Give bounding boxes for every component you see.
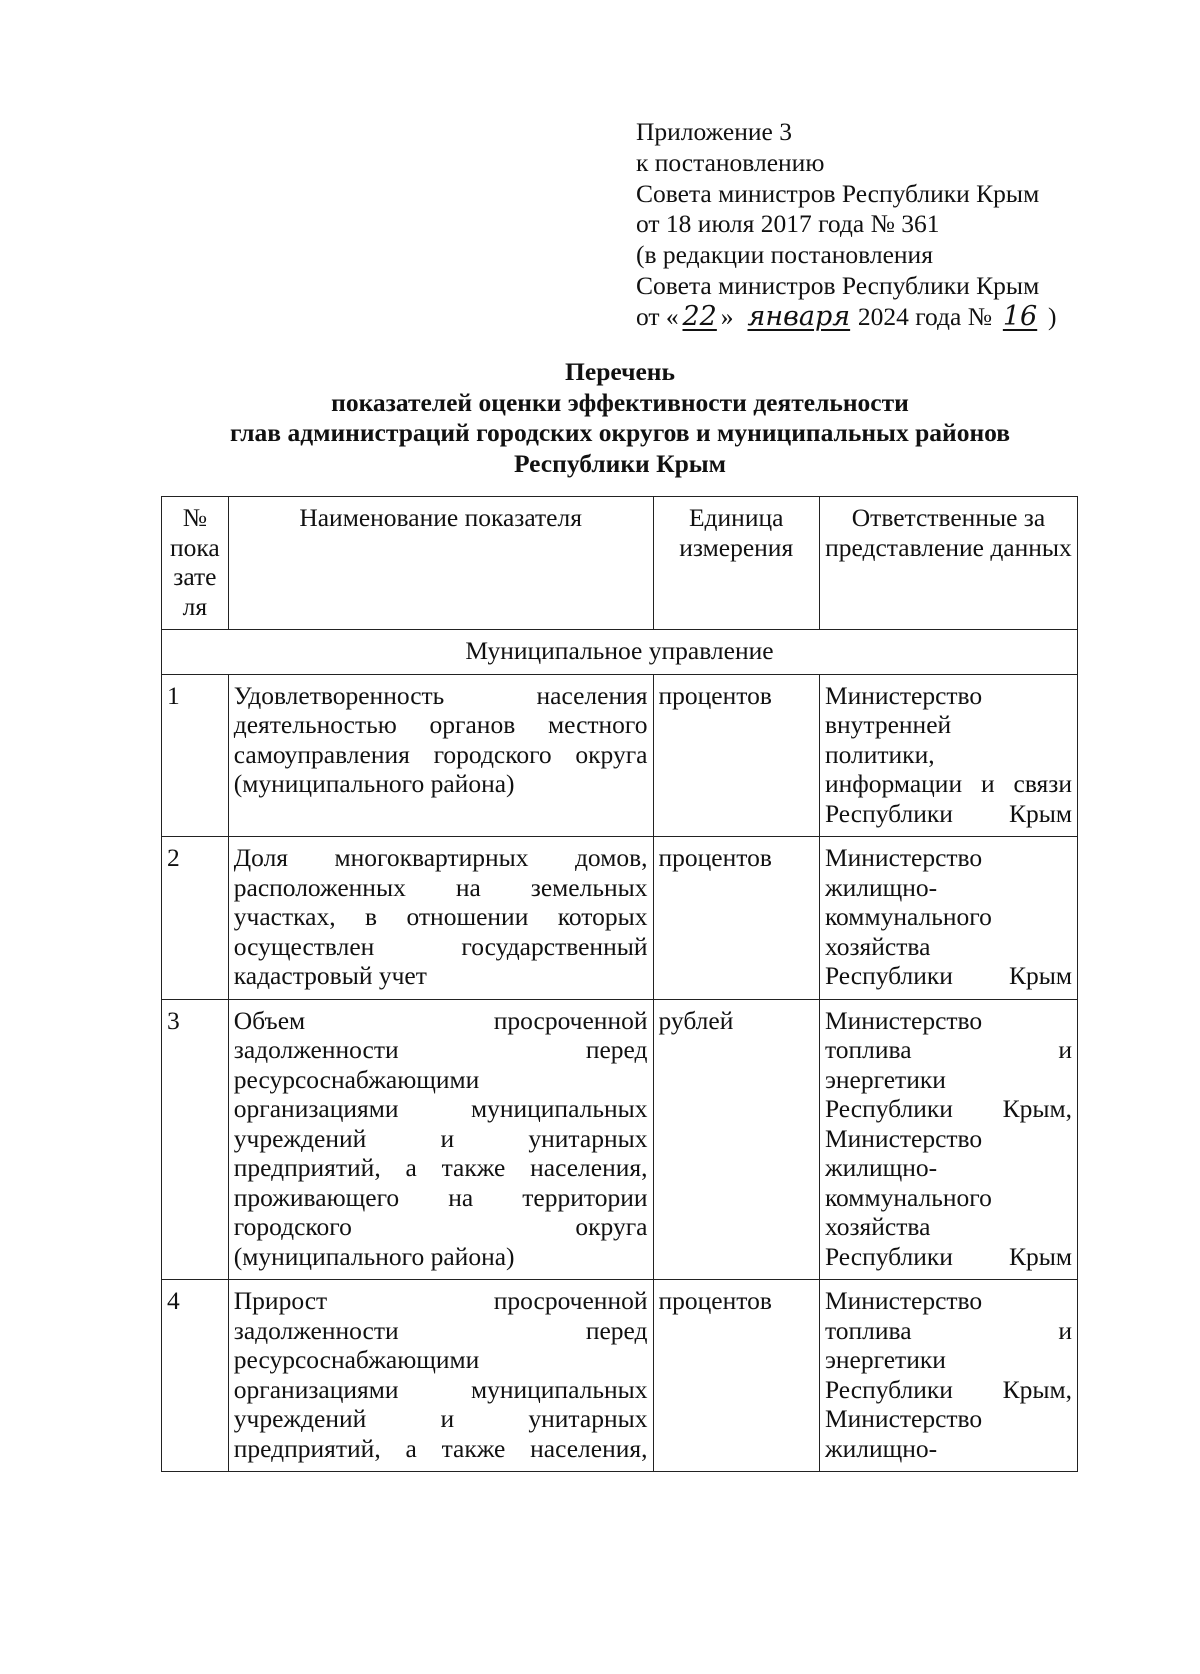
indicator-name-line: городского округа — [233, 1212, 648, 1241]
responsible-line: Республики Крым, — [824, 1094, 1072, 1123]
indicator-name-line: задолженности перед — [233, 1315, 648, 1345]
responsible-line: Министерство — [824, 1404, 983, 1433]
responsible-line: хозяйства — [824, 1212, 931, 1241]
title-line: Республики Крым — [513, 448, 727, 478]
responsible-line: информации и связи — [824, 769, 1072, 798]
row-number: 1 — [162, 674, 229, 837]
responsible-line: жилищно- — [824, 1153, 938, 1182]
indicator-name-line: расположенных на земельных — [233, 872, 648, 902]
date-prefix: от « — [636, 301, 679, 331]
indicator-name-line: учреждений и унитарных — [233, 1404, 648, 1433]
indicator-name-line: Удовлетворенность населения — [233, 680, 648, 710]
responsible-line: жилищно- — [824, 872, 938, 902]
responsible-line: хозяйства — [824, 931, 931, 961]
title-line: глав администраций городских округов и муниципальных районов — [229, 418, 1011, 447]
handwritten-number: 16 — [1002, 300, 1038, 332]
appendix-line: Приложение 3 — [636, 117, 792, 146]
indicator-name-line: Прирост просроченной — [233, 1286, 648, 1315]
appendix-date-line — [636, 302, 1057, 333]
responsible-line: Республики Крым — [824, 961, 1072, 990]
row-number: 4 — [162, 1280, 229, 1472]
responsible-line: политики, — [824, 739, 935, 769]
appendix-line: к постановлению — [636, 147, 825, 177]
table-row — [162, 674, 1078, 837]
unit-of-measure: процентов — [653, 1280, 819, 1472]
indicator-name-line: кадастровый учет — [233, 961, 427, 990]
indicator-name-line: Объем просроченной — [233, 1005, 648, 1035]
table-row — [162, 1280, 1078, 1472]
responsible-line: коммунального — [824, 902, 992, 931]
row-number: 3 — [162, 999, 229, 1280]
indicator-name-line: организациями муниципальных — [233, 1094, 648, 1123]
indicator-name-line: самоуправления городского округа — [233, 739, 648, 769]
header-name: Наименование показателя — [228, 497, 653, 630]
appendix-line: (в редакции постановления — [636, 240, 933, 270]
responsible-line: Министерство — [824, 680, 983, 710]
responsible-body — [819, 674, 1077, 837]
title-line: показателей оценки эффективности деятельности — [331, 387, 909, 417]
indicator-name-line: деятельностью органов местного — [233, 710, 648, 739]
indicator-name-line: (муниципального района) — [233, 769, 515, 798]
row-number: 2 — [162, 837, 229, 1000]
indicator-name-line: ресурсоснабжающими — [233, 1345, 480, 1374]
unit-of-measure: процентов — [653, 674, 819, 837]
header-num: № пока зате ля — [162, 497, 229, 630]
table-header-row — [162, 497, 1078, 630]
appendix-line: от 18 июля 2017 года № 361 — [636, 209, 940, 239]
handwritten-day: 22 — [682, 300, 717, 332]
responsible-line: топлива и — [824, 1315, 1072, 1345]
handwritten-month: января — [747, 300, 851, 332]
responsible-line: Республики Крым — [824, 1241, 1072, 1271]
header-unit: Единица измерения — [653, 497, 819, 630]
title-line: Перечень — [565, 357, 675, 386]
responsible-line: коммунального — [824, 1182, 992, 1212]
indicators-table — [161, 496, 1078, 1472]
indicator-name — [228, 837, 653, 1000]
table-row — [162, 837, 1078, 1000]
date-suffix: ) — [1048, 301, 1057, 331]
indicator-name-line: Доля многоквартирных домов, — [233, 843, 648, 872]
indicator-name-line: проживающего на территории — [233, 1182, 648, 1212]
document-title — [160, 357, 1080, 479]
date-mid: » — [720, 301, 734, 331]
header-responsible: Ответственные за представление данных — [819, 497, 1077, 630]
responsible-line: внутренней — [824, 710, 952, 739]
responsible-line: энергетики — [824, 1345, 946, 1374]
appendix-line: Совета министров Республики Крым — [636, 178, 1040, 208]
responsible-line: Министерство — [824, 1286, 983, 1315]
indicator-name-line: (муниципального района) — [233, 1241, 515, 1271]
date-year: 2024 года № — [857, 301, 993, 331]
responsible-line: Республики Крым, — [824, 1374, 1072, 1404]
indicator-name-line: ресурсоснабжающими — [233, 1064, 480, 1094]
responsible-line: жилищно- — [824, 1433, 938, 1463]
responsible-line: энергетики — [824, 1064, 946, 1094]
unit-of-measure: процентов — [653, 837, 819, 1000]
indicator-name-line: предприятий, а также населения, — [233, 1433, 648, 1463]
indicator-name — [228, 674, 653, 837]
unit-of-measure: рублей — [653, 999, 819, 1280]
responsible-line: Министерство — [824, 1123, 983, 1153]
indicator-name-line: осуществлен государственный — [233, 931, 648, 961]
responsible-body — [819, 837, 1077, 1000]
indicator-name — [228, 1280, 653, 1472]
appendix-block — [636, 117, 1057, 333]
indicator-name-line: учреждений и унитарных — [233, 1123, 648, 1153]
indicator-name — [228, 999, 653, 1280]
responsible-body — [819, 999, 1077, 1280]
section-row — [162, 630, 1078, 675]
indicator-name-line: задолженности перед — [233, 1035, 648, 1064]
section-title: Муниципальное управление — [162, 630, 1078, 675]
responsible-line: Республики Крым — [824, 798, 1072, 828]
responsible-line: топлива и — [824, 1035, 1072, 1064]
indicator-name-line: организациями муниципальных — [233, 1374, 648, 1404]
indicator-name-line: участках, в отношении которых — [233, 902, 648, 931]
table-row — [162, 999, 1078, 1280]
responsible-line: Министерство — [824, 843, 983, 872]
indicator-name-line: предприятий, а также населения, — [233, 1153, 648, 1182]
responsible-line: Министерство — [824, 1005, 983, 1035]
appendix-line: Совета министров Республики Крым — [636, 270, 1040, 300]
responsible-body — [819, 1280, 1077, 1472]
